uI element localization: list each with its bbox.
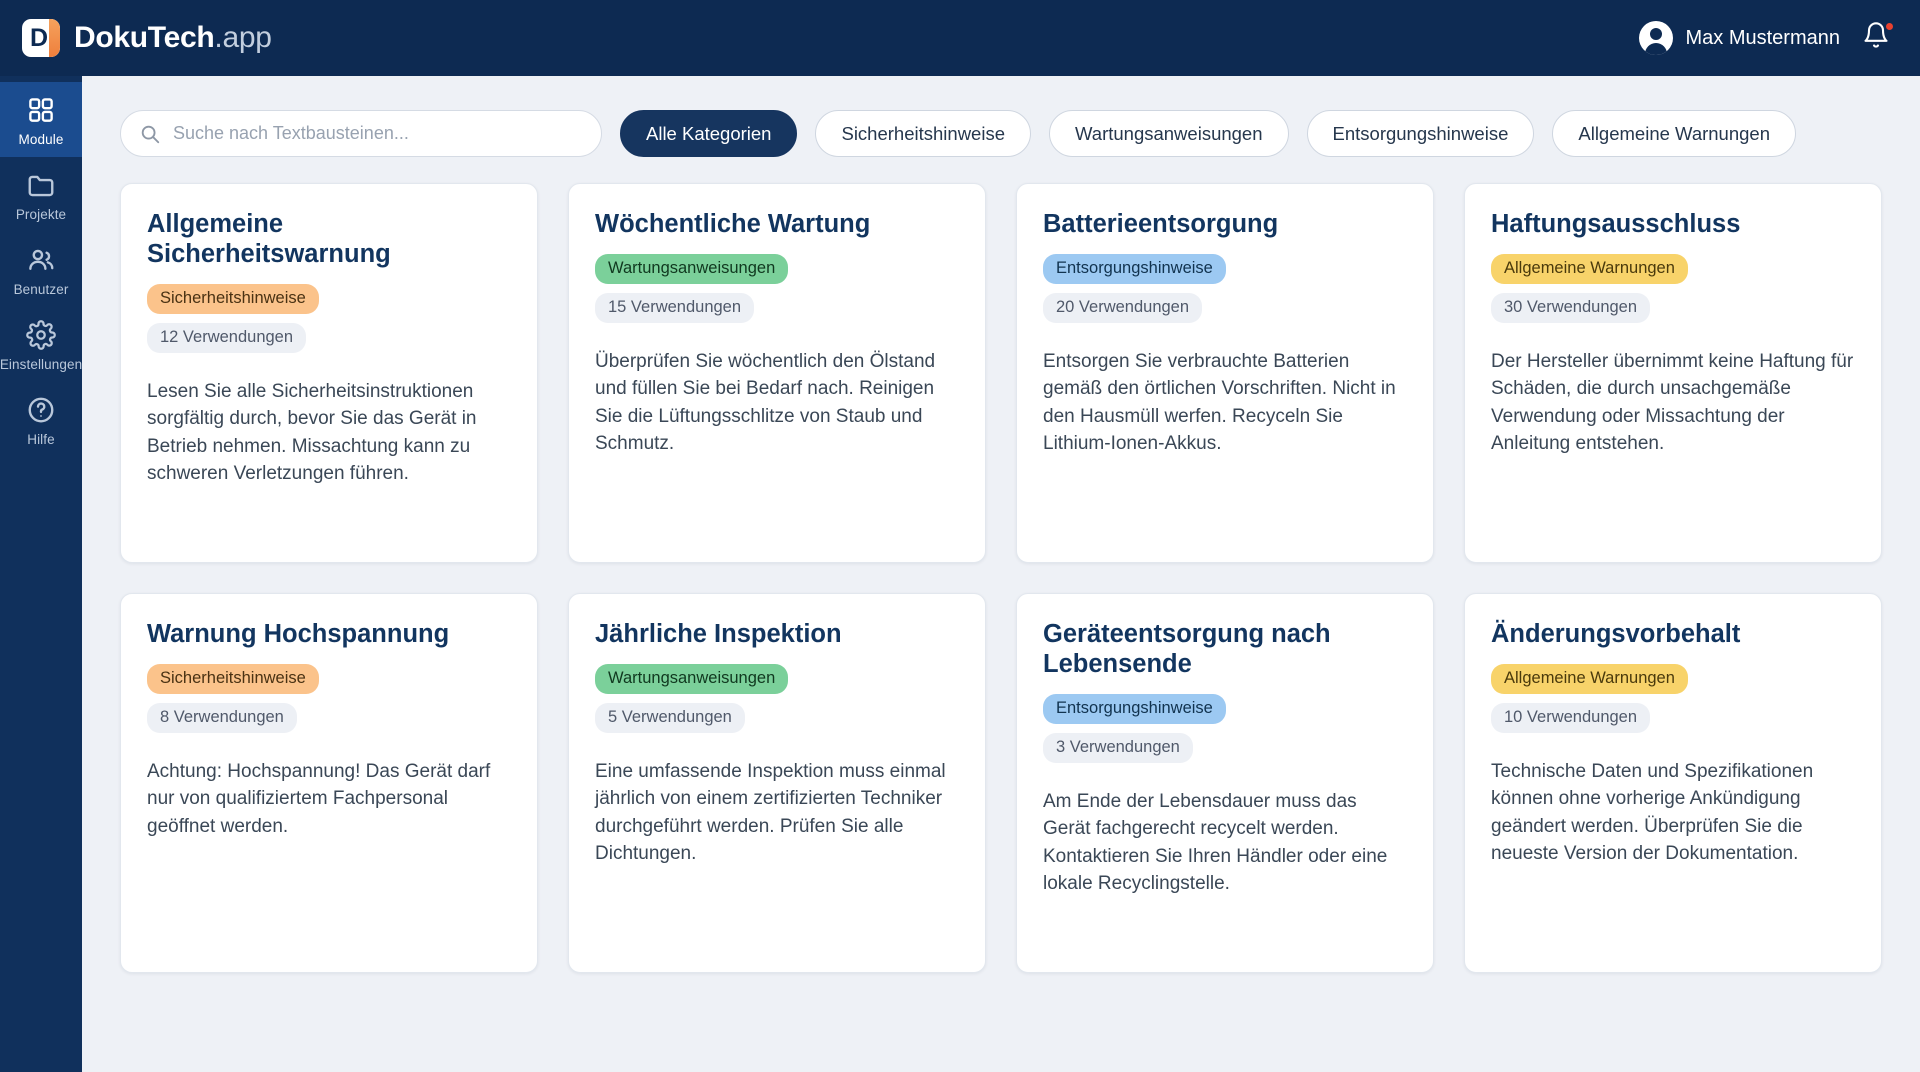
card-text: Am Ende der Lebensdauer muss das Gerät fachgerecht recycelt werden. Kontaktieren Sie Ihren Händler oder eine lokale Recyclingstelle.: [1043, 790, 1388, 895]
card-title: Haftungsausschluss: [1491, 210, 1741, 238]
sidebar-item-einstellungen[interactable]: [0, 307, 82, 382]
header-right: [1639, 21, 1893, 55]
usage-badge: 10 Verwendungen: [1491, 703, 1650, 733]
sidebar-item-label: Einstellungen: [0, 357, 83, 372]
card-text: Überprüfen Sie wöchentlich den Ölstand und füllen Sie bei Bedarf nach. Reinigen Sie die Lüftungsschlitze von Staub und Schmutz.: [595, 350, 936, 455]
card-text: Eine umfassende Inspektion muss einmal jährlich von einem zertifizierten Techniker durchgeführt werden. Prüfen Sie alle Dichtungen.: [595, 760, 946, 865]
main-content: [82, 76, 1920, 1072]
filter-chip-sicherheitshinweise[interactable]: Sicherheitshinweise: [815, 110, 1031, 157]
card-title: Allgemeine Sicherheitswarnung: [147, 210, 391, 268]
usage-badge: 8 Verwendungen: [147, 703, 297, 733]
card-title: Batterieentsorgung: [1043, 210, 1279, 238]
search-icon: [139, 123, 161, 145]
usage-badge: 5 Verwendungen: [595, 703, 745, 733]
textbaustein-card[interactable]: [1016, 183, 1434, 563]
textbaustein-card[interactable]: [120, 593, 538, 973]
sidebar-item-label: Module: [18, 132, 64, 147]
sidebar-item-label: Hilfe: [27, 432, 55, 447]
category-badge: Sicherheitshinweise: [147, 284, 319, 314]
logo-accent-bar: [49, 19, 60, 57]
card-text: Entsorgen Sie verbrauchte Batterien gemäß den örtlichen Vorschriften. Nicht in den Hausmüll werfen. Recyceln Sie Lithium-Ionen-Akkus.: [1043, 350, 1396, 455]
textbaustein-card[interactable]: [1464, 593, 1882, 973]
user-name: Max Mustermann: [1685, 26, 1840, 49]
toolbar: [120, 110, 1882, 157]
notifications-button[interactable]: [1862, 21, 1892, 55]
textbaustein-grid: [120, 183, 1882, 973]
card-text: Der Hersteller übernimmt keine Haftung für Schäden, die durch unsachgemäße Verwendung oder Missachtung der Anleitung entstehen.: [1491, 350, 1854, 455]
textbaustein-card[interactable]: [568, 593, 986, 973]
card-title: Geräteentsorgung nach Lebensende: [1043, 620, 1331, 678]
brand[interactable]: [22, 19, 272, 57]
card-title: Wöchentliche Wartung: [595, 210, 871, 238]
card-text: Technische Daten und Spezifikationen können ohne vorherige Ankündigung geändert werden. Überprüfen Sie die neueste Version der Dokumentation.: [1491, 760, 1814, 865]
usage-badge: 12 Verwendungen: [147, 323, 306, 353]
filter-chip-wartungsanweisungen[interactable]: Wartungsanweisungen: [1049, 110, 1289, 157]
sidebar-item-module[interactable]: [0, 82, 82, 157]
grid-icon: [26, 95, 56, 125]
folder-icon: [26, 170, 56, 200]
category-badge: Wartungsanweisungen: [595, 254, 788, 284]
sidebar-item-benutzer[interactable]: [0, 232, 82, 307]
search-box[interactable]: [120, 110, 602, 157]
filter-chip-allgemeine-warnungen[interactable]: Allgemeine Warnungen: [1552, 110, 1796, 157]
card-text: Lesen Sie alle Sicherheitsinstruktionen sorgfältig durch, bevor Sie das Gerät in Betrieb nehmen. Missachtung kann zu schweren Verletzungen führen.: [147, 380, 477, 485]
card-title: Änderungsvorbehalt: [1491, 620, 1741, 648]
brand-title-light: .app: [214, 21, 272, 54]
usage-badge: 15 Verwendungen: [595, 293, 754, 323]
notification-badge: [1884, 21, 1895, 32]
sidebar-item-label: Projekte: [15, 207, 67, 222]
sidebar-item-hilfe[interactable]: [0, 382, 82, 457]
gear-icon: [26, 320, 56, 350]
category-badge: Entsorgungshinweise: [1043, 254, 1226, 284]
category-badge: Sicherheitshinweise: [147, 664, 319, 694]
logo-letter: D: [29, 23, 49, 52]
category-badge: Entsorgungshinweise: [1043, 694, 1226, 724]
app-logo-icon: [22, 19, 60, 57]
brand-title-strong: DokuTech: [74, 21, 215, 54]
filter-chip-entsorgungshinweise[interactable]: Entsorgungshinweise: [1307, 110, 1535, 157]
category-badge: Allgemeine Warnungen: [1491, 254, 1688, 284]
usage-badge: 30 Verwendungen: [1491, 293, 1650, 323]
usage-badge: 3 Verwendungen: [1043, 733, 1193, 763]
body: [0, 76, 1920, 1072]
textbaustein-card[interactable]: [1016, 593, 1434, 973]
category-badge: Wartungsanweisungen: [595, 664, 788, 694]
sidebar: [0, 76, 82, 1072]
textbaustein-card[interactable]: [120, 183, 538, 563]
sidebar-item-projekte[interactable]: [0, 157, 82, 232]
user-menu[interactable]: [1639, 21, 1841, 55]
help-icon: [26, 395, 56, 425]
app-header: [0, 0, 1920, 76]
textbaustein-card[interactable]: [568, 183, 986, 563]
card-text: Achtung: Hochspannung! Das Gerät darf nur von qualifiziertem Fachpersonal geöffnet werden.: [147, 760, 491, 837]
brand-title: [74, 21, 272, 55]
users-icon: [26, 245, 56, 275]
search-input[interactable]: [173, 123, 583, 144]
card-title: Warnung Hochspannung: [147, 620, 450, 648]
sidebar-item-label: Benutzer: [13, 282, 69, 297]
card-title: Jährliche Inspektion: [595, 620, 842, 648]
filter-chip-alle-kategorien[interactable]: Alle Kategorien: [620, 110, 797, 157]
avatar: [1639, 21, 1673, 55]
usage-badge: 20 Verwendungen: [1043, 293, 1202, 323]
textbaustein-card[interactable]: [1464, 183, 1882, 563]
category-badge: Allgemeine Warnungen: [1491, 664, 1688, 694]
